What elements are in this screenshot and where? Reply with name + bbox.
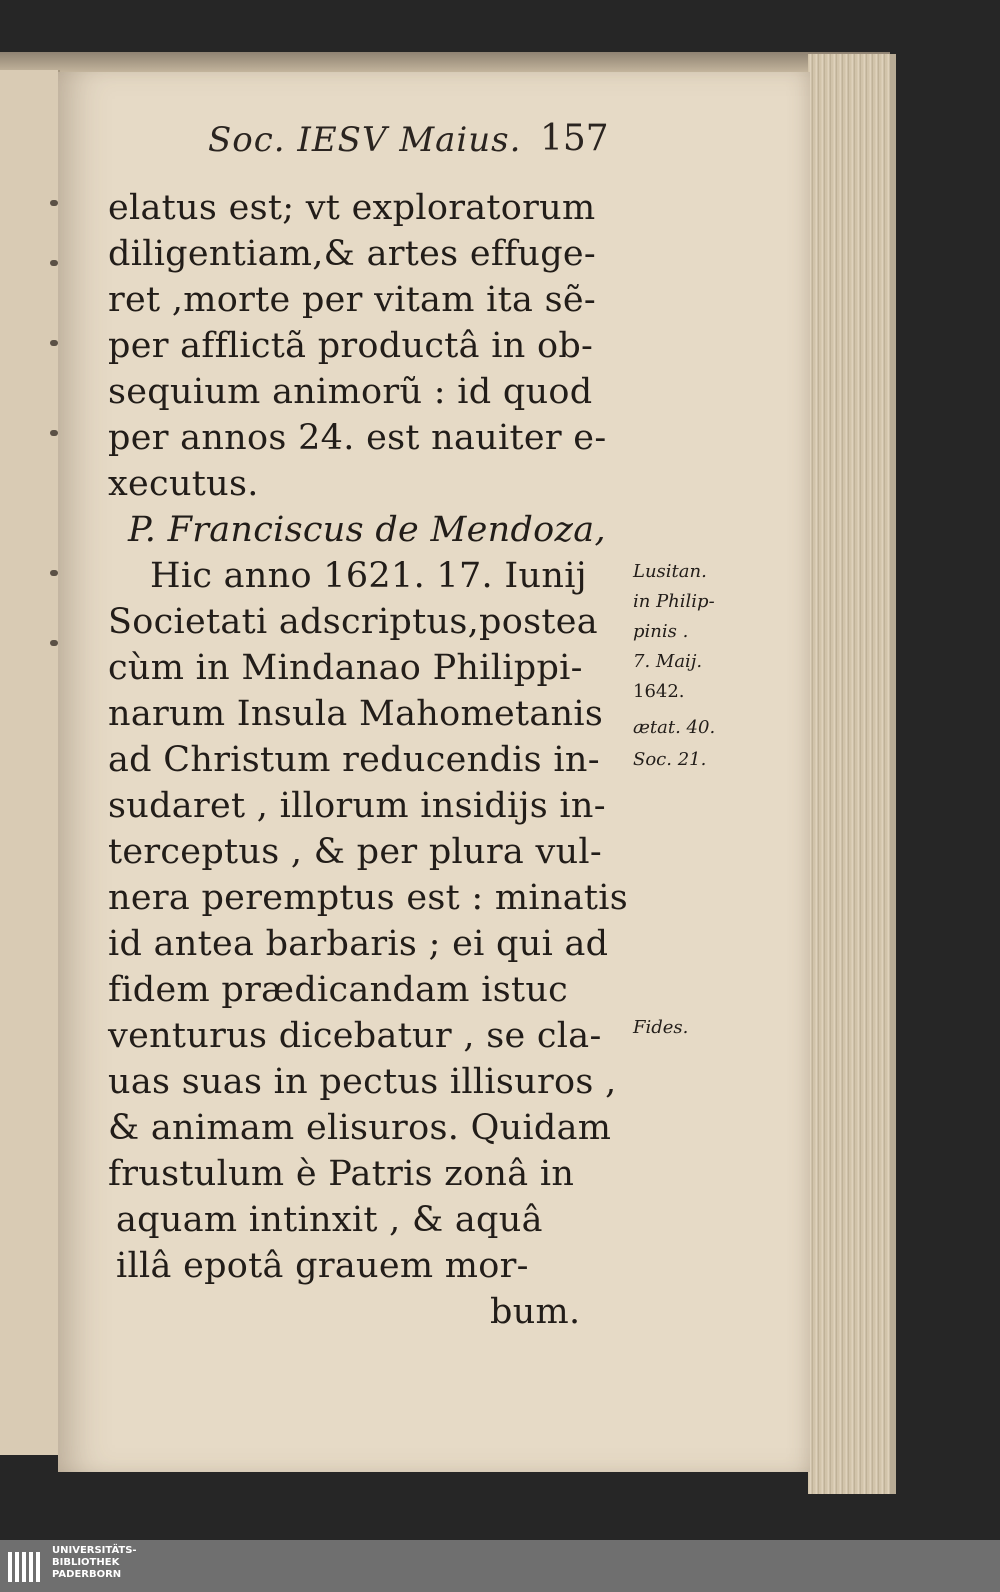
text-line: per annos 24. est nauiter e- <box>108 418 607 458</box>
margin-note: ætat. 40. <box>633 717 716 738</box>
text-line: sequium animorũ : id quod <box>108 372 593 412</box>
margin-note: pinis . <box>633 621 689 642</box>
catchword: bum. <box>490 1292 581 1332</box>
text-line: Societati adscriptus,postea <box>108 602 598 642</box>
text-line: ret ,morte per vitam ita sẽ- <box>108 280 596 320</box>
text-line: & animam elisuros. Quidam <box>108 1108 612 1148</box>
footer-bar <box>0 1540 1000 1592</box>
margin-note: Soc. 21. <box>633 749 707 770</box>
text-line: frustulum è Patris zonâ in <box>108 1154 575 1194</box>
text-line: fidem prædicandam istuc <box>108 970 569 1010</box>
text-line: ad Christum reducendis in- <box>108 740 600 780</box>
library-logo-icon <box>6 1548 44 1586</box>
text-line: Hic anno 1621. 17. Iunij <box>150 556 587 596</box>
text-line: sudaret , illorum insidijs in- <box>108 786 606 826</box>
text-line: xecutus. <box>108 464 259 504</box>
text-line: aquam intinxit , & aquâ <box>116 1200 543 1240</box>
library-logo-text: UNIVERSITÄTS- BIBLIOTHEK PADERBORN <box>52 1545 137 1580</box>
text-line: per afflictã productâ in ob- <box>108 326 594 366</box>
text-line: uas suas in pectus illisuros , <box>108 1062 617 1102</box>
running-header: Soc. IESV Maius. <box>208 120 522 160</box>
previous-page-edge <box>0 70 60 1455</box>
page-number: 157 <box>540 118 609 159</box>
text-line: venturus dicebatur , se cla- <box>108 1016 602 1056</box>
text-line: id antea barbaris ; ei qui ad <box>108 924 609 964</box>
section-heading: P. Franciscus de Mendoza, <box>128 510 606 550</box>
text-line: terceptus , & per plura vul- <box>108 832 603 872</box>
text-line: illâ epotâ grauem mor- <box>116 1246 529 1286</box>
text-line: cùm in Mindanao Philippi- <box>108 648 583 688</box>
margin-note: 1642. <box>633 681 685 702</box>
margin-note: in Philip- <box>633 591 715 612</box>
page-stack-edges <box>808 54 896 1494</box>
text-line: nera peremptus est : minatis <box>108 878 629 918</box>
book-top-edge <box>0 52 890 74</box>
text-line: diligentiam,& artes effuge- <box>108 234 597 274</box>
text-line: narum Insula Mahometanis <box>108 694 604 734</box>
margin-note: 7. Maij. <box>633 651 703 672</box>
margin-note: Fides. <box>633 1017 689 1038</box>
text-line: elatus est; vt exploratorum <box>108 188 596 228</box>
margin-note: Lusitan. <box>633 561 707 582</box>
